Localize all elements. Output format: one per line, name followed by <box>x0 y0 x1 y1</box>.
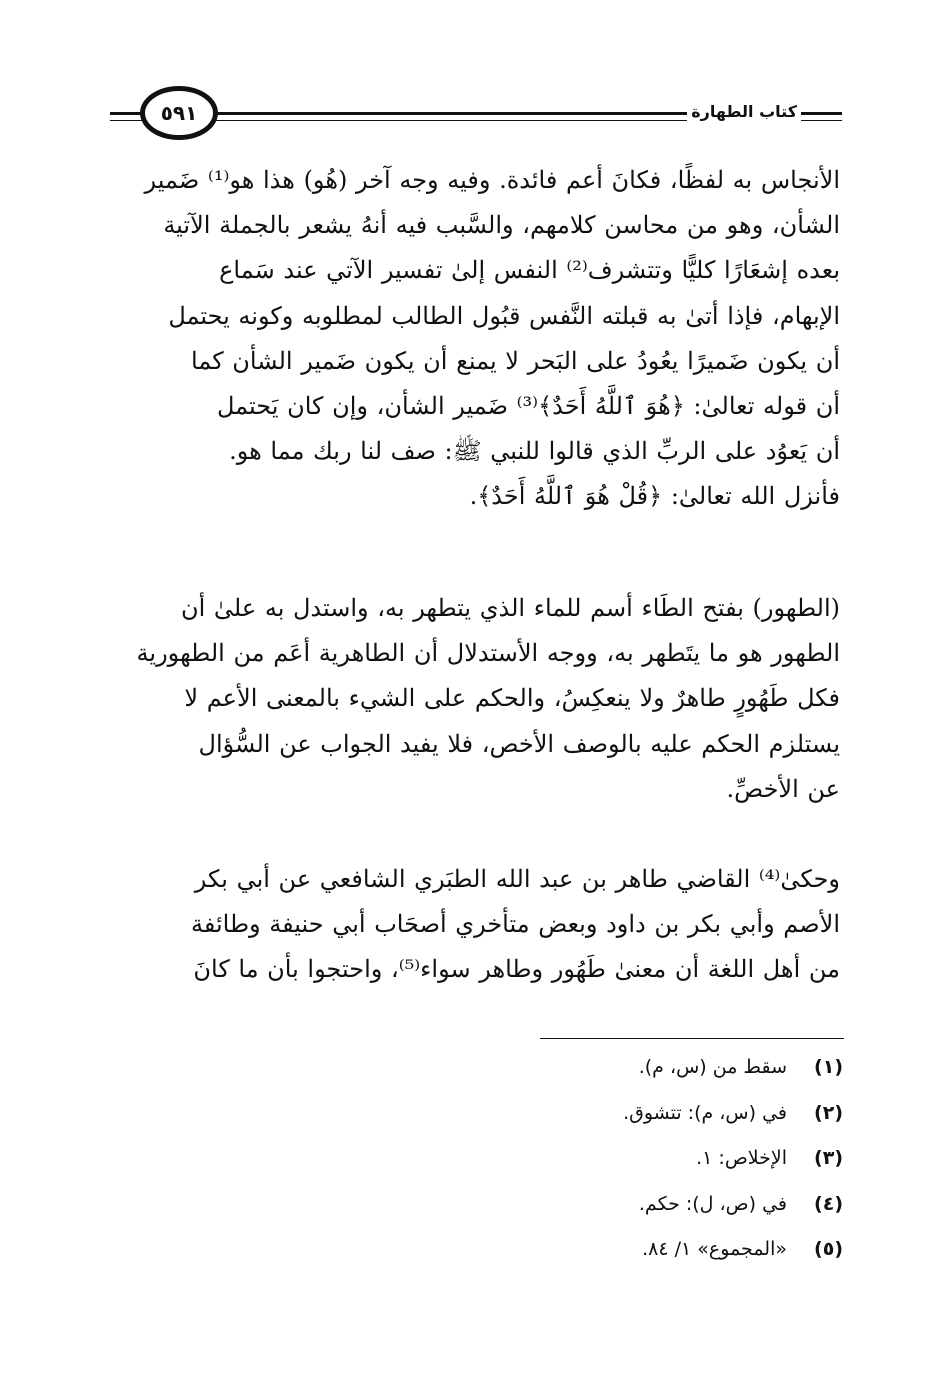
text-line: أن يَعوُد على الربِّ الذي قالوا للنبي ﷺ: صف لنا ربك مما هو. <box>229 437 840 466</box>
footnote-number: (٥) <box>814 1238 843 1260</box>
footnote-number: (٢) <box>814 1101 843 1124</box>
footnote <box>243 1227 843 1273</box>
paragraph-2 <box>108 586 840 812</box>
text-line: الأصم وأبي بكر بن داود وبعض متأخري أصحَاب أبي حنيفة وطائفة <box>190 910 840 939</box>
footnote-number: (٣) <box>814 1147 843 1169</box>
text-line: بعده إشعَارًا كليًّا وتتشرف⁽²⁾ النفس إلىٰ تفسير الآتي عند سَماع <box>219 256 840 285</box>
text-line: (الطهور) بفتح الطَاء أسم للماء الذي يتطهر به، واستدل به علىٰ أن <box>181 594 840 622</box>
text-line: من أهل اللغة أن معنىٰ طَهُور وطاهر سواء⁽⁵⁾، واحتجوا بأن ما كانَ <box>193 955 840 984</box>
footnote-text: سقط من (س، م). <box>638 1056 787 1078</box>
footnote <box>243 1045 843 1091</box>
text-line: الإبهام، فإذا أتىٰ به قبلته النَّفس قبُول الطالب لمطلوبه وكونه يحتمل <box>168 301 840 330</box>
text-line: الأنجاس به لفظًا، فكانَ أعم فائدة. وفيه وجه آخر (هُو) هذا هو⁽¹⁾ ضَمير <box>144 166 840 194</box>
text-line: فأنزل الله تعالىٰ: ﴿قُلْ هُوَ ٱللَّهُ أَحَدٌ﴾. <box>469 482 840 511</box>
footnote-text: في (ص، ل): حكم. <box>638 1192 787 1215</box>
running-title: كتاب الطهارة <box>687 102 801 122</box>
page-number-frame <box>140 86 218 140</box>
paragraph-3 <box>108 857 840 993</box>
footnote-number: (٤) <box>814 1192 843 1215</box>
paragraph-1 <box>108 158 840 520</box>
text-line: الطهور هو ما يتَطهر به، ووجه الأستدلال أن الطاهرية أعَم من الطهورية <box>136 639 840 668</box>
text-line: عن الأخصِّ. <box>726 774 840 803</box>
text-line: وحكىٰ⁽⁴⁾ القاضي طاهر بن عبد الله الطبَري الشافعي عن أبي بكر <box>194 865 840 893</box>
footnote <box>243 1091 843 1137</box>
page-number: ٥٩١ <box>160 101 198 125</box>
text-line: يستلزم الحكم عليه بالوصف الأخص، فلا يفيد الجواب عن السُّؤال <box>198 729 840 758</box>
text-line: فكل طَهُورٍ طاهرٌ ولا ينعكِسُ، والحكم على الشيء بالمعنى الأعم لا <box>184 684 840 713</box>
text-line: أن قوله تعالىٰ: ﴿هُوَ ٱللَّهُ أَحَدٌ﴾⁽³⁾ ضَمير الشأن، وإن كان يَحتمل <box>216 392 840 421</box>
text-line: أن يكون ضَميرًا يعُودُ على البَحر لا يمنع أن يكون ضَمير الشأن كما <box>191 346 840 375</box>
footnote-separator <box>540 1038 844 1039</box>
footnote-text: الإخلاص: ١. <box>696 1147 787 1169</box>
footnote <box>243 1136 843 1182</box>
footnote-number: (١) <box>814 1056 843 1078</box>
footnote <box>243 1182 843 1228</box>
footnotes <box>243 1045 843 1273</box>
footnote-text: «المجموع» ١/ ٨٤. <box>642 1238 787 1260</box>
footnote-text: في (س، م): تتشوق. <box>623 1101 787 1124</box>
text-line: الشأن، وهو من محاسن كلامهم، والسَّبب فيه أنهُ يشعر بالجملة الآتية <box>163 211 840 240</box>
page-header <box>0 80 941 160</box>
